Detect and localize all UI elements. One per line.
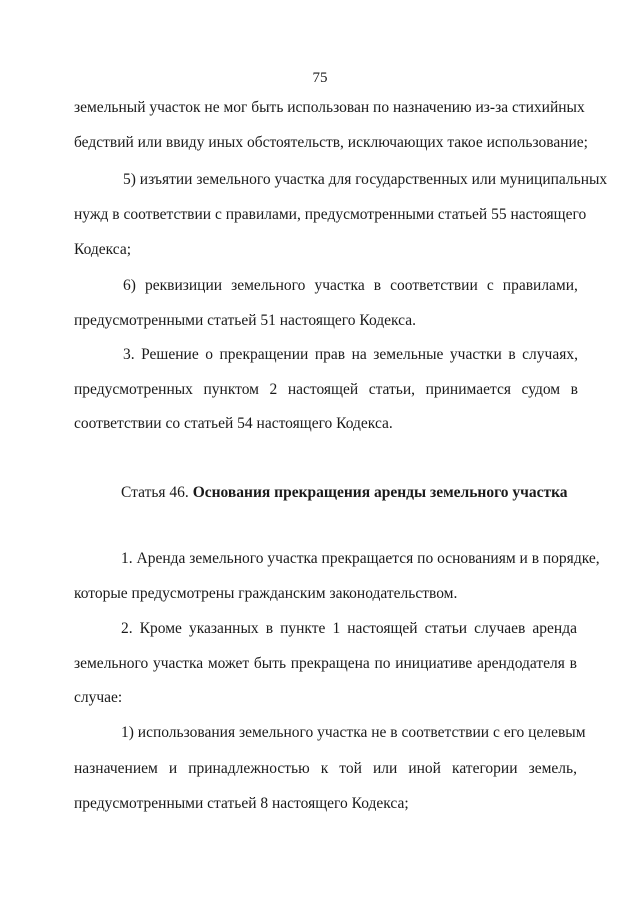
word: прекращена <box>290 655 370 672</box>
word: иной <box>408 760 441 777</box>
word: по <box>374 655 391 672</box>
word: инициативе <box>395 655 473 672</box>
word: прекращении <box>219 346 309 363</box>
word: на <box>351 346 367 363</box>
word: может <box>207 655 250 672</box>
word: в <box>508 346 516 363</box>
article-heading <box>121 483 568 503</box>
text-line-justified <box>74 654 577 674</box>
word: участки <box>449 346 502 363</box>
word: настоящей <box>287 381 359 398</box>
word: земельного <box>74 655 149 672</box>
word: пунктом <box>203 381 259 398</box>
text-line: предусмотренными статьей 51 настоящего Кодекса. <box>74 312 416 329</box>
text-line: земельный участок не мог быть использован по назначению из-за стихийных <box>74 99 585 116</box>
text-line: 5) изъятии земельного участка для государственных или муниципальных <box>123 171 608 188</box>
text-line-justified <box>74 759 577 779</box>
word: категории <box>452 760 518 777</box>
word: Кроме <box>139 620 182 637</box>
word: реквизиции <box>144 277 223 294</box>
word: указанных <box>188 620 259 637</box>
word: назначением <box>74 760 158 777</box>
article-title: Основания прекращения аренды земельного участка <box>192 484 568 501</box>
text-line: 1. Аренда земельного участка прекращается по основаниям и в порядке, <box>121 550 600 567</box>
word: прав <box>314 346 346 363</box>
text-line: случае: <box>74 689 123 706</box>
word: случаев <box>474 620 526 637</box>
word: 1 <box>332 620 341 637</box>
text-line: которые предусмотрены гражданским законодательством. <box>74 585 458 602</box>
word: в <box>265 620 274 637</box>
word: случаях, <box>522 346 578 363</box>
word: правилами, <box>502 277 578 294</box>
article-number: Статья 46. <box>121 484 189 501</box>
word: пункте <box>280 620 326 637</box>
text-line: нужд в соответствии с правилами, предусмотренными статьей 55 настоящего <box>74 206 587 223</box>
text-line-justified <box>74 380 578 400</box>
word: 2 <box>269 381 278 398</box>
word: земельного <box>231 277 306 294</box>
word: земельные <box>373 346 444 363</box>
text-line: бедствий или ввиду иных обстоятельств, исключающих такое использование; <box>74 134 588 151</box>
word: быть <box>253 655 287 672</box>
word: или <box>372 760 398 777</box>
text-line-justified <box>123 345 578 365</box>
word: в <box>569 655 577 672</box>
text-line-justified <box>123 276 578 296</box>
word: статьи, <box>368 381 416 398</box>
text-line-justified <box>121 619 577 639</box>
word: в <box>570 381 578 398</box>
word: соответствии <box>390 277 478 294</box>
word: арендодателя <box>477 655 565 672</box>
text-line: соответствии со статьей 54 настоящего Кодекса. <box>74 415 393 432</box>
word: судом <box>521 381 561 398</box>
text-line: 1) использования земельного участка не в соответствии с его целевым <box>121 724 586 741</box>
word: 2. <box>121 620 133 637</box>
word: к <box>320 760 329 777</box>
word: принадлежностью <box>188 760 310 777</box>
word: участка <box>314 277 365 294</box>
word: о <box>205 346 213 363</box>
word: принимается <box>425 381 511 398</box>
word: 3. <box>123 346 135 363</box>
word: Решение <box>141 346 199 363</box>
word: и <box>168 760 178 777</box>
page-number: 75 <box>312 70 328 86</box>
text-line: предусмотренными статьей 8 настоящего Кодекса; <box>74 795 409 812</box>
word: статьи <box>424 620 468 637</box>
word: предусмотренных <box>74 381 193 398</box>
word: 6) <box>123 277 136 294</box>
word: земель, <box>528 760 577 777</box>
word: с <box>486 277 494 294</box>
word: аренда <box>532 620 577 637</box>
word: той <box>339 760 362 777</box>
word: в <box>373 277 382 294</box>
word: настоящей <box>347 620 418 637</box>
word: участка <box>152 655 204 672</box>
text-line: Кодекса; <box>74 241 132 258</box>
